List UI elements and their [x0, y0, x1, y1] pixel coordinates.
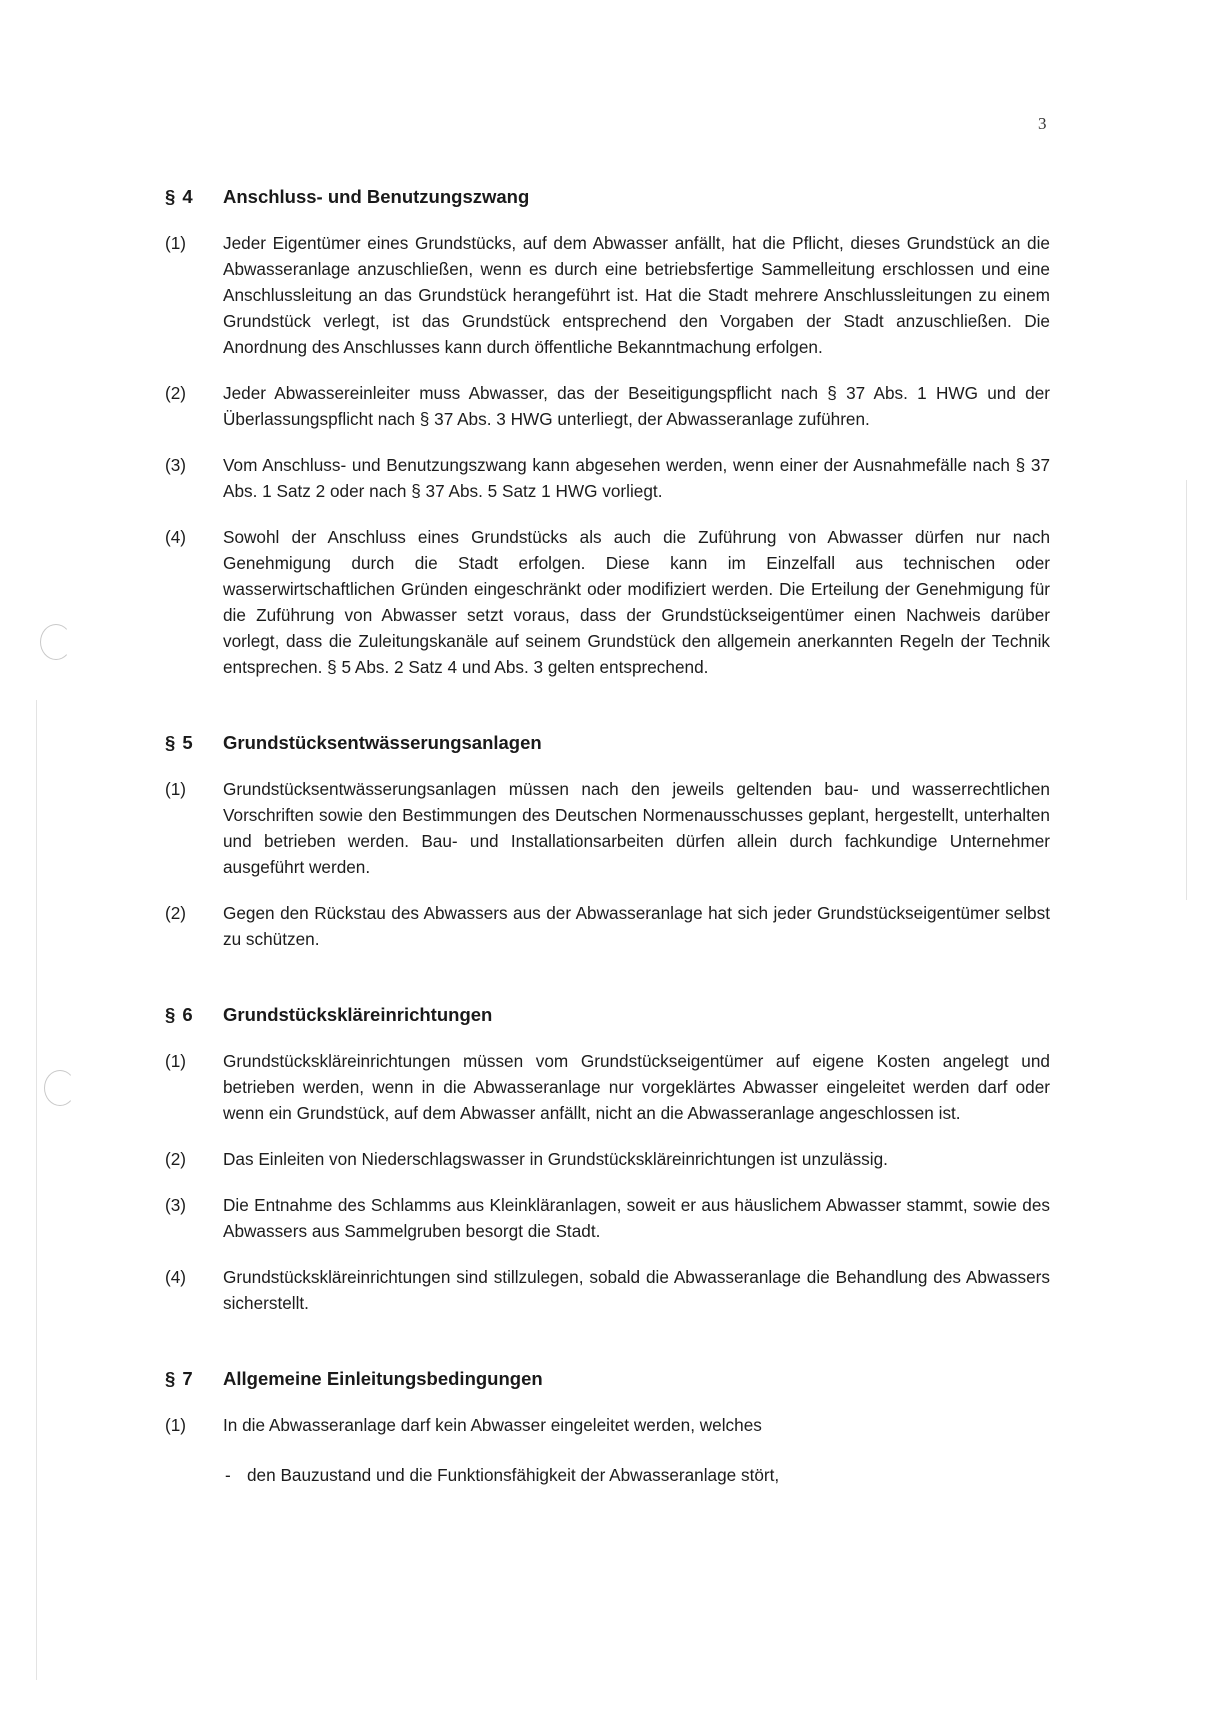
paragraph-text: Vom Anschluss- und Benutzungszwang kann abgesehen werden, wenn einer der Ausnahmefälle nach § 37 Abs. 1 Satz 2 oder nach § 37 Abs. 5 Satz 1 HWG vorliegt.	[223, 455, 1050, 501]
section-7	[165, 1368, 1050, 1488]
section-spacer	[165, 1336, 1050, 1368]
section-heading	[165, 732, 1050, 754]
punch-hole-mark	[40, 624, 72, 660]
paragraph-text: Sowohl der Anschluss eines Grundstücks als auch die Zuführung von Abwasser dürfen nur nach Genehmigung durch die Stadt erfolgen. Diese kann im Einzelfall aus technischen oder wasserwirtschaftlichen Gründen eingeschränkt oder modifiziert werden. Die Erteilung der Genehmigung für die Zuführung von Abwasser setzt voraus, dass der Grundstückseigentümer einen Nachweis darüber vorlegt, dass die Zuleitungskanäle auf seinem Grundstück den allgemein anerkannten Regeln der Technik entsprechen. § 5 Abs. 2 Satz 4 und Abs. 3 gelten entsprechend.	[223, 527, 1050, 677]
paragraph-number: (1)	[165, 1051, 187, 1071]
paragraph-number: (2)	[165, 1149, 187, 1169]
paragraph-number: (1)	[165, 779, 187, 799]
paragraph	[165, 1192, 1050, 1244]
paragraph-text: Das Einleiten von Niederschlagswasser in Grundstückskläreinrichtungen ist unzulässig.	[223, 1149, 888, 1169]
section-spacer	[165, 700, 1050, 732]
paragraph	[165, 524, 1050, 680]
section-heading	[165, 186, 1050, 208]
paragraph-number: (1)	[165, 233, 187, 253]
section-number: § 4	[165, 186, 194, 207]
paragraph-number: (3)	[165, 455, 187, 475]
section-heading	[165, 1368, 1050, 1390]
punch-hole-mark	[44, 1070, 76, 1106]
paragraph-number: (4)	[165, 1267, 187, 1287]
list-item	[165, 1462, 1050, 1488]
page-number: 3	[1038, 114, 1047, 133]
paragraph-text: Grundstücksentwässerungsanlagen müssen nach den jeweils geltenden bau- und wasserrechtlichen Vorschriften sowie den Bestimmungen des Deutschen Normenausschusses geplant, hergestellt, unterhalten und betrieben werden. Bau- und Installationsarbeiten dürfen allein durch fachkundige Unternehmer ausgeführt werden.	[223, 779, 1050, 877]
section-6	[165, 1004, 1050, 1316]
paragraph-number: (4)	[165, 527, 187, 547]
section-title: Anschluss- und Benutzungszwang	[223, 186, 530, 207]
paragraph-number: (2)	[165, 903, 187, 923]
scan-edge-line	[1186, 480, 1187, 900]
section-title: Grundstückskläreinrichtungen	[223, 1004, 493, 1025]
paragraph	[165, 380, 1050, 432]
section-spacer	[165, 972, 1050, 1004]
paragraph-text: In die Abwasseranlage darf kein Abwasser eingeleitet werden, welches	[223, 1415, 762, 1435]
bullet-dash: -	[225, 1465, 231, 1485]
paragraph-text: Gegen den Rückstau des Abwassers aus der Abwasseranlage hat sich jeder Grundstückseigentümer selbst zu schützen.	[223, 903, 1050, 949]
paragraph-text: Jeder Abwassereinleiter muss Abwasser, das der Beseitigungspflicht nach § 37 Abs. 1 HWG und der Überlassungspflicht nach § 37 Abs. 3 HWG unterliegt, der Abwasseranlage zuführen.	[223, 383, 1050, 429]
section-title: Grundstücksentwässerungsanlagen	[223, 732, 542, 753]
paragraph	[165, 230, 1050, 360]
section-4	[165, 186, 1050, 680]
section-title: Allgemeine Einleitungsbedingungen	[223, 1368, 543, 1389]
scan-edge-line	[36, 700, 37, 1680]
paragraph	[165, 900, 1050, 952]
section-5	[165, 732, 1050, 952]
paragraph-text: Jeder Eigentümer eines Grundstücks, auf dem Abwasser anfällt, hat die Pflicht, dieses Grundstück an die Abwasseranlage anzuschließen, wenn es durch eine betriebsfertige Sammelleitung erschlossen und eine Anschlussleitung an das Grundstück herangeführt ist. Hat die Stadt mehrere Anschlussleitungen zu einem Grundstück verlegt, ist das Grundstück entsprechend den Vorgaben der Stadt anzuschließen. Die Anordnung des Anschlusses kann durch öffentliche Bekanntmachung erfolgen.	[223, 233, 1050, 357]
paragraph	[165, 1048, 1050, 1126]
paragraph	[165, 452, 1050, 504]
paragraph-text: Grundstückskläreinrichtungen sind stillzulegen, sobald die Abwasseranlage die Behandlung des Abwassers sicherstellt.	[223, 1267, 1050, 1313]
paragraph-number: (1)	[165, 1415, 187, 1435]
paragraph-number: (3)	[165, 1195, 187, 1215]
paragraph	[165, 776, 1050, 880]
paragraph	[165, 1146, 1050, 1172]
section-number: § 6	[165, 1004, 194, 1025]
paragraph-text: Die Entnahme des Schlamms aus Kleinkläranlagen, soweit er aus häuslichem Abwasser stammt, sowie des Abwassers aus Sammelgruben besorgt die Stadt.	[223, 1195, 1050, 1241]
paragraph-number: (2)	[165, 383, 187, 403]
list-item-text: den Bauzustand und die Funktionsfähigkeit der Abwasseranlage stört,	[247, 1465, 780, 1485]
paragraph-text: Grundstückskläreinrichtungen müssen vom Grundstückseigentümer auf eigene Kosten angelegt und betrieben werden, wenn in die Abwasseranlage nur vorgeklärtes Abwasser eingeleitet werden darf oder wenn ein Grundstück, auf dem Abwasser anfällt, nicht an die Abwasseranlage angeschlossen ist.	[223, 1051, 1050, 1123]
section-heading	[165, 1004, 1050, 1026]
section-number: § 7	[165, 1368, 194, 1389]
section-number: § 5	[165, 732, 194, 753]
paragraph	[165, 1412, 1050, 1438]
paragraph	[165, 1264, 1050, 1316]
document-body	[165, 186, 1050, 1488]
